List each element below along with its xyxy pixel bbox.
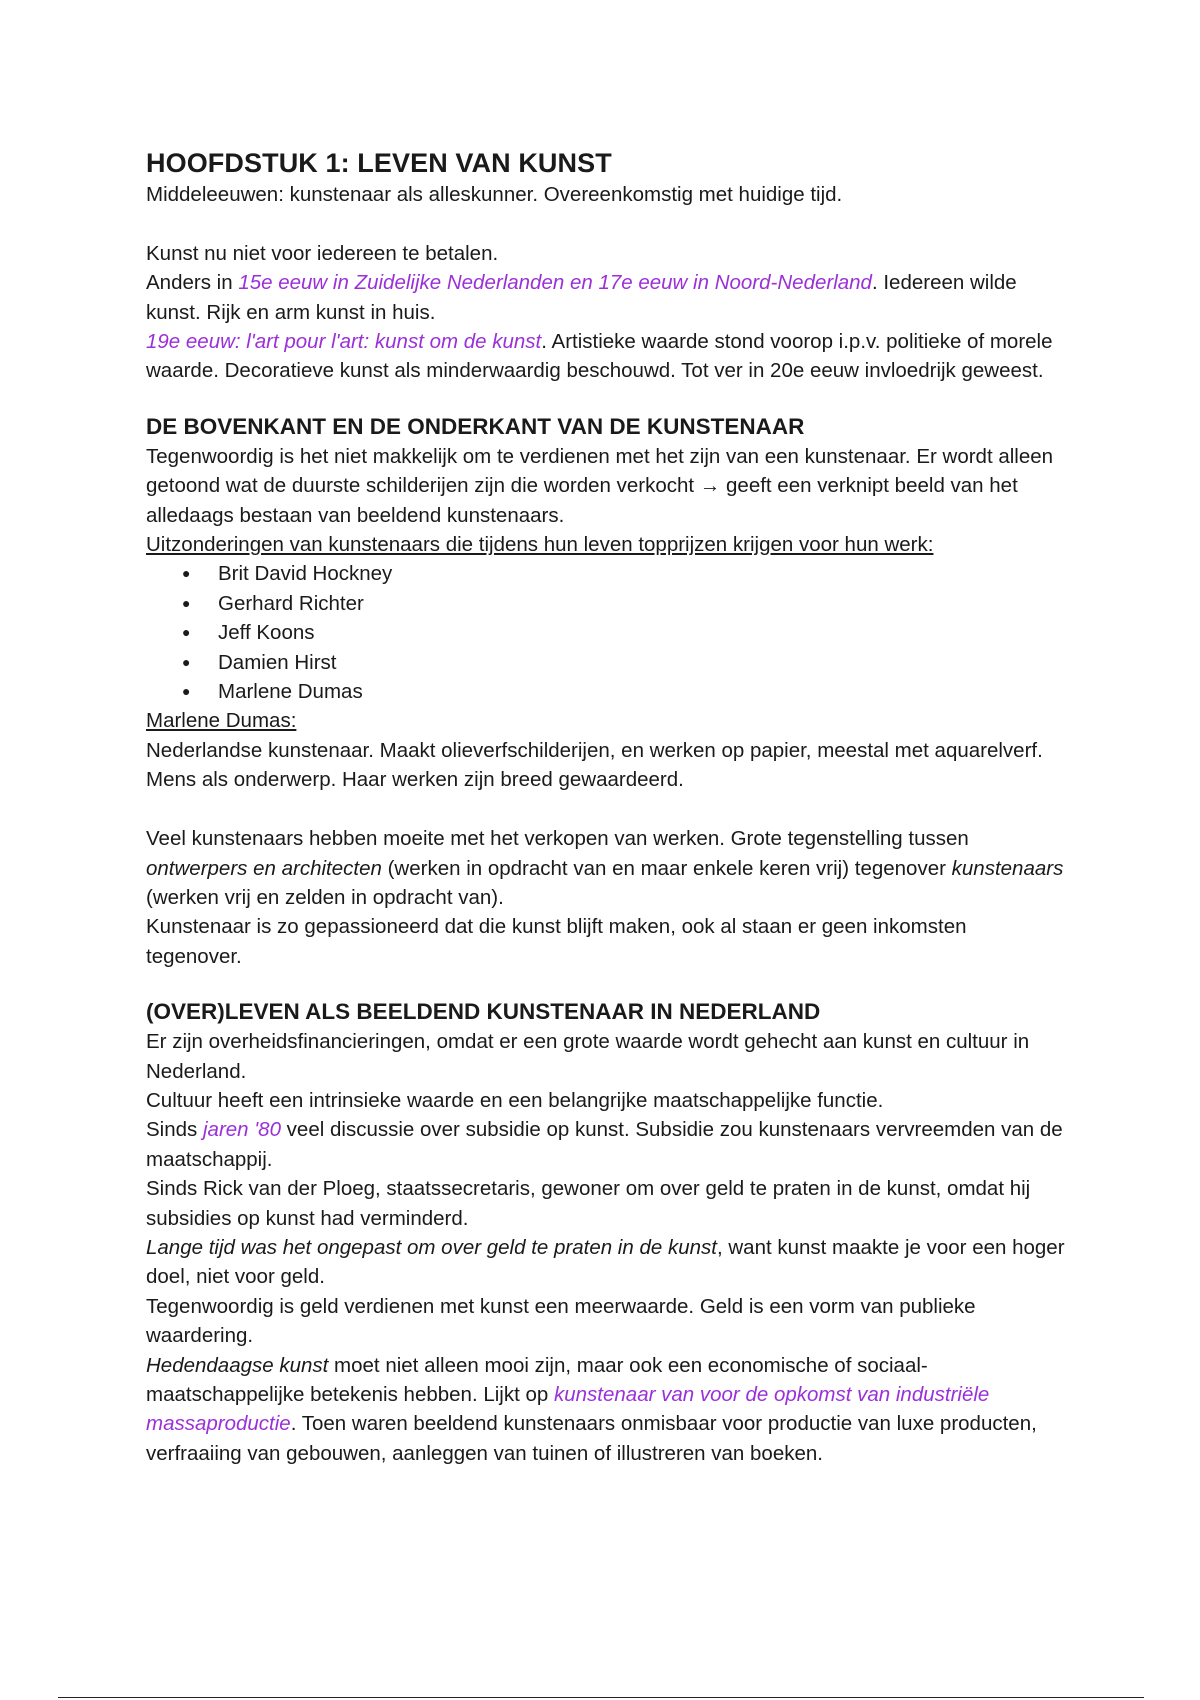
chapter-title: HOOFDSTUK 1: LEVEN VAN KUNST: [146, 148, 612, 178]
section3-paragraph-5: [146, 1233, 1066, 1292]
dumas-heading: Marlene Dumas:: [146, 709, 297, 733]
spacer: [146, 971, 1066, 997]
intro-paragraph-3: [146, 268, 1066, 327]
text-run: moet niet alleen mooi zijn, maar ook een economische of sociaal-maatschappelijke betekenis hebben. Lijkt op: [146, 1353, 928, 1406]
text-run: . Toen waren beeldend kunstenaars onmisbaar voor productie van luxe producten, verfraaiing van gebouwen, aanleggen van tuinen of illustreren van boeken.: [146, 1412, 1037, 1465]
italic-text: ontwerpers en architecten: [146, 856, 382, 880]
intro-paragraph-2: Kunst nu niet voor iedereen te betalen.: [146, 241, 499, 265]
text-run: . Artistieke waarde stond voorop i.p.v. politieke of morele waarde. Decoratieve kunst als minderwaardig beschouwd. Tot ver in 20e eeuw invloedrijk geweest.: [146, 330, 1053, 383]
text-run: Veel kunstenaars hebben moeite met het verkopen van werken. Grote tegenstelling tussen: [146, 827, 969, 851]
italic-text: kunstenaars: [951, 856, 1064, 880]
section2-paragraph-3: Kunstenaar is zo gepassioneerd dat die kunst blijft maken, ook al staan er geen inkomsten tegenover.: [146, 915, 967, 968]
text-run: (werken vrij en zelden in opdracht van).: [146, 885, 504, 909]
dumas-paragraph: Nederlandse kunstenaar. Maakt olieverfschilderijen, en werken op papier, meestal met aquarelverf. Mens als onderwerp. Haar werken zijn breed gewaardeerd.: [146, 738, 1043, 792]
intro-paragraph-1: Middeleeuwen: kunstenaar als alleskunner. Overeenkomstig met huidige tijd.: [146, 183, 843, 206]
text-run: , want kunst maakte je voor een hoger doel, niet voor geld.: [146, 1235, 1065, 1289]
text-run: veel discussie over subsidie op kunst. Subsidie zou kunstenaars vervreemden van de maatschappij.: [146, 1118, 1063, 1171]
list-item: ● Jeff Koons: [182, 618, 1066, 647]
spacer: [146, 386, 1066, 412]
highlighted-text: jaren '80: [202, 1118, 281, 1142]
section3-paragraph-2: Cultuur heeft een intrinsieke waarde en een belangrijke maatschappelijke functie.: [146, 1088, 884, 1112]
section-heading-bovenkant: DE BOVENKANT EN DE ONDERKANT VAN DE KUNSTENAAR: [146, 413, 805, 439]
footer-divider: [58, 1697, 1144, 1698]
section2-paragraph-1: Tegenwoordig is het niet makkelijk om te verdienen met het zijn van een kunstenaar. Er wordt alleen getoond wat de duurste schilderijen zijn die worden verkocht → geeft een verknipt beeld van het alledaags bestaan van beeldend kunstenaars.: [146, 444, 1054, 527]
text-run: Sinds: [146, 1118, 203, 1142]
highlighted-text: kunstenaar van voor de opkomst van industriële massaproductie: [146, 1383, 990, 1436]
section3-paragraph-6: Tegenwoordig is geld verdienen met kunst een meerwaarde. Geld is een vorm van publieke waardering.: [146, 1294, 976, 1348]
highlighted-text: 15e eeuw in Zuidelijke Nederlanden en 17e eeuw in Noord-Nederland: [238, 271, 872, 295]
list-item: ● Damien Hirst: [182, 648, 1066, 677]
artist-list: [146, 559, 1066, 706]
list-item: ● Marlene Dumas: [182, 677, 1066, 706]
exceptions-heading: Uitzonderingen van kunstenaars die tijdens hun leven topprijzen krijgen voor hun werk:: [146, 533, 934, 557]
list-item: ● Gerhard Richter: [182, 589, 1066, 618]
text-run: (werken in opdracht van en maar enkele keren vrij) tegenover: [381, 856, 952, 880]
document-page: [146, 146, 1066, 1468]
section2-paragraph-2: [146, 824, 1066, 912]
section3-paragraph-7: [146, 1351, 1066, 1469]
spacer: [146, 209, 1066, 238]
intro-paragraph-4: [146, 327, 1066, 386]
text-run: Anders in: [146, 271, 239, 295]
italic-text: Lange tijd was het ongepast om over geld te praten in de kunst: [146, 1235, 717, 1259]
spacer: [146, 795, 1066, 824]
section-heading-overleven: (OVER)LEVEN ALS BEELDEND KUNSTENAAR IN NEDERLAND: [146, 999, 821, 1025]
section3-paragraph-1: Er zijn overheidsfinancieringen, omdat er een grote waarde wordt gehecht aan kunst en cultuur in Nederland.: [146, 1030, 1030, 1083]
italic-text: Hedendaagse kunst: [146, 1353, 329, 1377]
section3-paragraph-3: [146, 1115, 1066, 1174]
highlighted-text: 19e eeuw: l'art pour l'art: kunst om de kunst: [146, 330, 542, 354]
list-item: ● Brit David Hockney: [182, 559, 1066, 588]
text-run: . Iedereen wilde kunst. Rijk en arm kunst in huis.: [146, 271, 1017, 324]
section3-paragraph-4: Sinds Rick van der Ploeg, staatssecretaris, gewoner om over geld te praten in de kunst, omdat hij subsidies op kunst had verminderd.: [146, 1177, 1031, 1230]
